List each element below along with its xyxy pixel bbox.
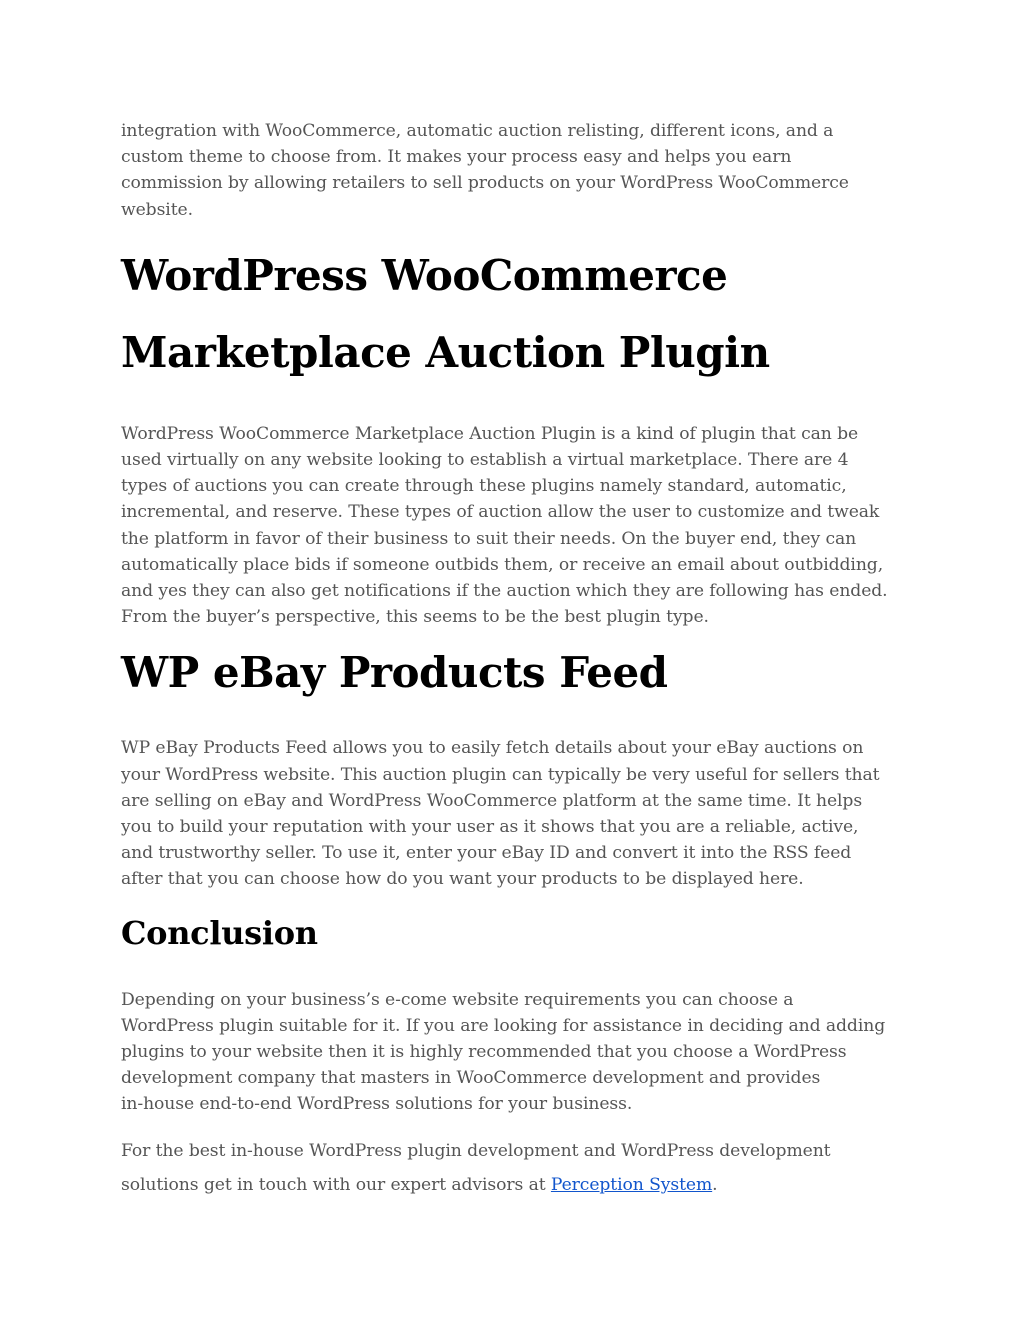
text-line: used virtually on any website looking to establish a virtual marketplace. There are 4 xyxy=(121,450,849,471)
section-heading-conclusion: Conclusion xyxy=(121,913,318,952)
text-line: plugins to your website then it is highly recommended that you choose a WordPress xyxy=(121,1042,847,1063)
text-line: in-house end-to-end WordPress solutions for your business. xyxy=(121,1094,633,1115)
text-line: automatically place bids if someone outbids them, or receive an email about outbidding, xyxy=(121,554,884,575)
text-line: after that you can choose how do you want your products to be displayed here. xyxy=(121,869,804,890)
heading-line: WordPress WooCommerce xyxy=(121,250,728,300)
text-line: For the best in-house WordPress plugin development and WordPress development xyxy=(121,1140,831,1161)
text-line: development company that masters in WooCommerce development and provides xyxy=(121,1068,821,1089)
text-line: integration with WooCommerce, automatic auction relisting, different icons, and a xyxy=(121,121,834,141)
text-line: you to build your reputation with your user as it shows that you are a reliable, active, xyxy=(121,817,859,838)
text-line: your WordPress website. This auction plugin can typically be very useful for sellers that xyxy=(121,764,880,785)
text-line: types of auctions you can create through these plugins namely standard, automatic, xyxy=(121,476,847,497)
section-heading-marketplace-auction xyxy=(121,237,911,391)
heading-line: WP eBay Products Feed xyxy=(121,648,668,698)
perception-system-link[interactable]: Perception System xyxy=(550,1174,713,1195)
heading-line: Marketplace Auction Plugin xyxy=(121,327,770,377)
text-line: incremental, and reserve. These types of auction allow the user to customize and tweak xyxy=(121,502,880,523)
conclusion-paragraph xyxy=(121,987,911,1118)
text-line: the platform in favor of their business to suit their needs. On the buyer end, they can xyxy=(121,528,857,549)
closing-text: solutions get in touch with our expert advisors at xyxy=(121,1174,551,1195)
text-line: Depending on your business’s e-come website requirements you can choose a xyxy=(121,989,794,1010)
ebay-feed-paragraph xyxy=(121,735,911,892)
text-line: are selling on eBay and WordPress WooCommerce platform at the same time. It helps xyxy=(121,790,863,811)
intro-paragraph xyxy=(121,118,911,223)
text-line: and yes they can also get notifications if the auction which they are following has ended. xyxy=(121,581,888,602)
text-line: WordPress WooCommerce Marketplace Auction Plugin is a kind of plugin that can be xyxy=(121,423,859,444)
text-line: WordPress plugin suitable for it. If you are looking for assistance in deciding and adding xyxy=(121,1015,886,1036)
marketplace-auction-paragraph xyxy=(121,421,911,631)
closing-period: . xyxy=(712,1174,718,1195)
text-line: WP eBay Products Feed allows you to easily fetch details about your eBay auctions on xyxy=(121,738,864,759)
text-line: From the buyer’s perspective, this seems to be the best plugin type. xyxy=(121,607,709,628)
document-page xyxy=(121,118,911,1202)
section-heading-ebay-feed xyxy=(121,634,911,711)
text-line: commission by allowing retailers to sell products on your WordPress WooCommerce xyxy=(121,173,849,194)
text-line: and trustworthy seller. To use it, enter your eBay ID and convert it into the RSS feed xyxy=(121,843,852,864)
text-line: custom theme to choose from. It makes your process easy and helps you earn xyxy=(121,147,792,168)
text-line xyxy=(121,1168,911,1202)
text-line: website. xyxy=(121,199,193,220)
closing-paragraph xyxy=(121,1134,911,1202)
